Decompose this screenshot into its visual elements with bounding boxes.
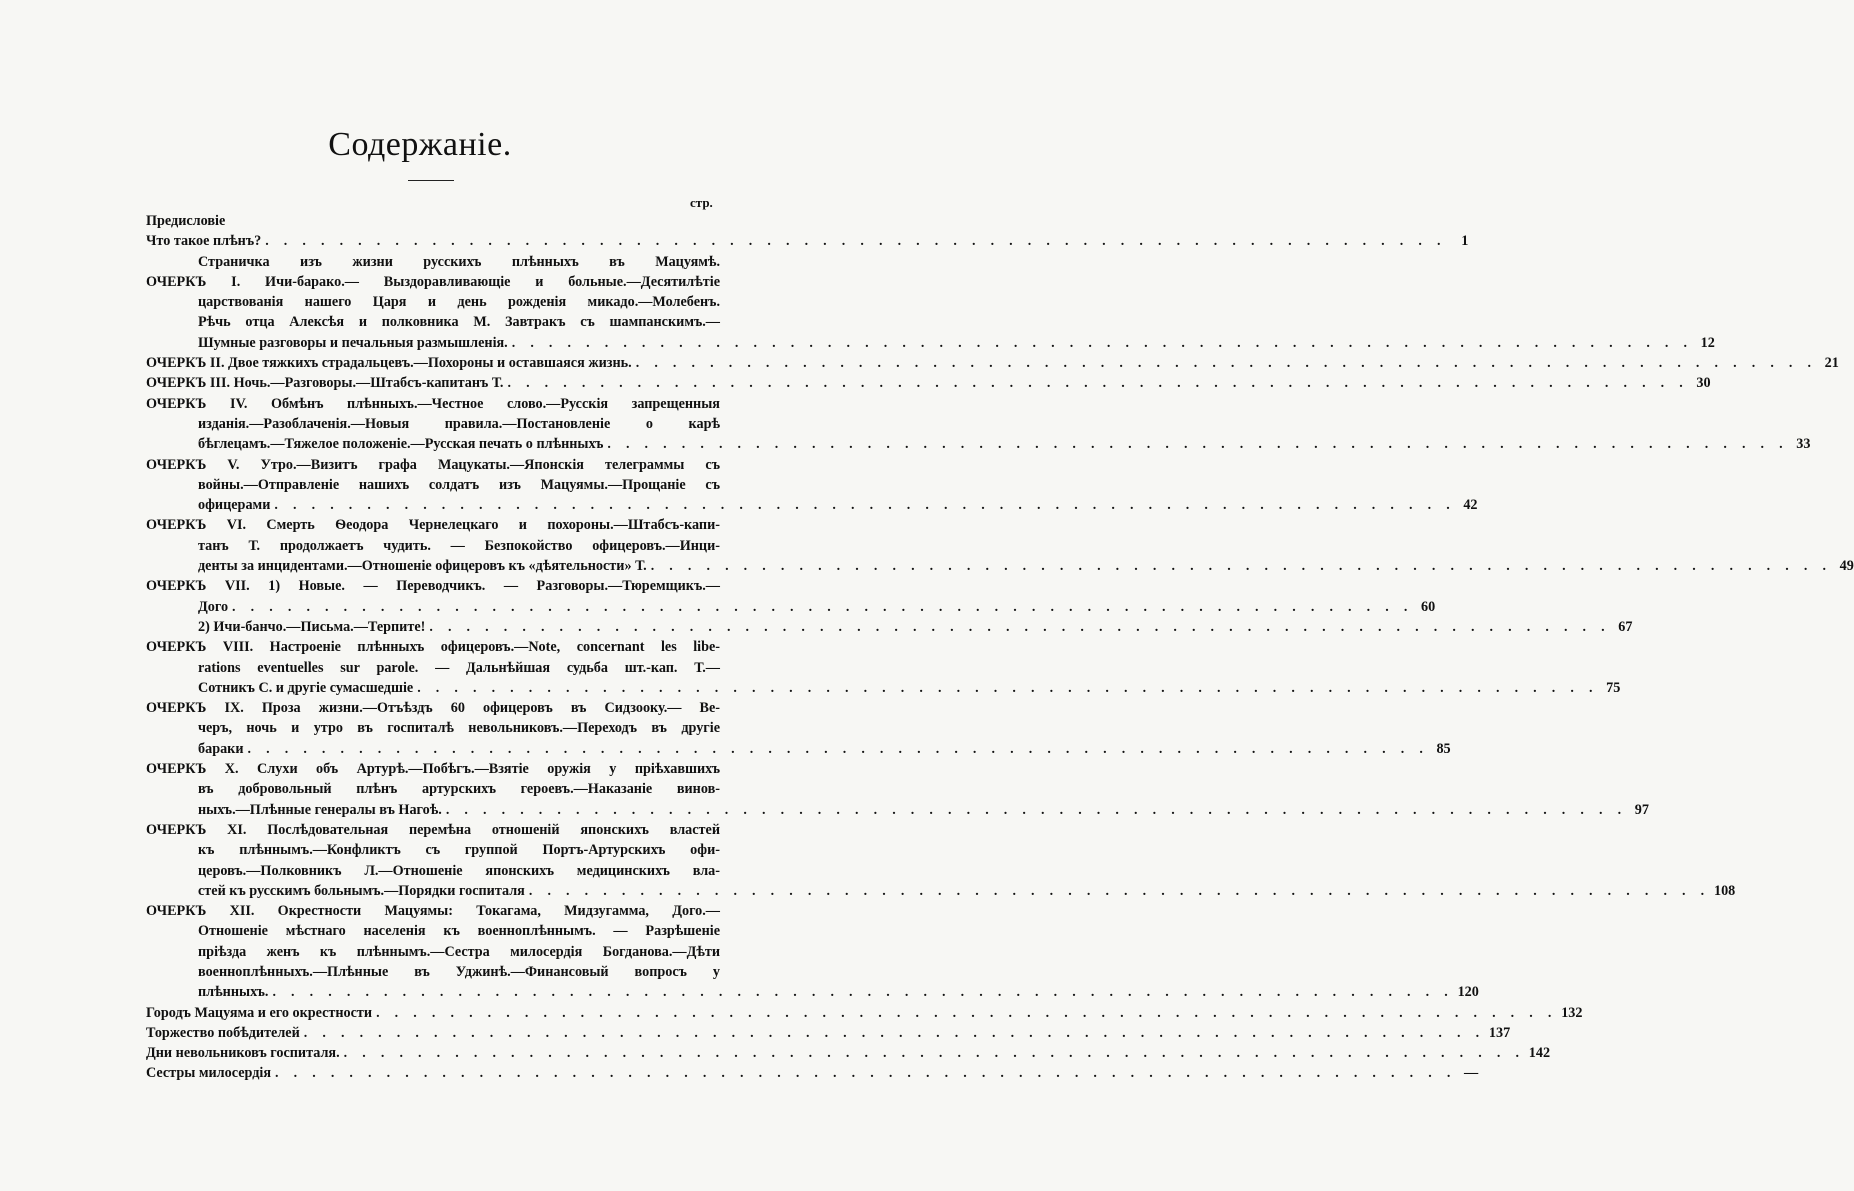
toc-entry-text: Шумные разговоры и печальныя размышленія. (198, 334, 508, 351)
toc-line (146, 536, 720, 556)
toc-entry-text: ОЧЕРКЪ VII. 1) Новые. — Переводчикъ. — Разговоры.—Тюремщикъ.— (146, 578, 720, 595)
toc-line (146, 901, 720, 921)
toc-page-number: 142 (1528, 1045, 1551, 1062)
toc-line (146, 414, 720, 434)
toc-entry-text: Предисловіе (146, 213, 226, 229)
dot-leader: . . . . . . . . . . . . . . . . . . . . . . . . . . . . . . . . . . . . . . . . . . . . . . . . . . . . . . . . . . . . . . . . (303, 1025, 1485, 1041)
toc-entry-text: ныхъ.—Плѣнные генералы въ Нагоѣ. (198, 801, 442, 818)
dot-leader: . . . . . . . . . . . . . . . . . . . . . . . . . . . . . . . . . . . . . . . . . . . . . . . . . . . . . . . . . . . . . . . . (445, 802, 1627, 818)
toc-page-number: 67 (1618, 618, 1633, 635)
toc-page-number: 12 (1700, 334, 1715, 351)
toc-entry-text: изданія.—Разоблаченія.—Новыя правила.—Постановленіе о карѣ (198, 415, 720, 432)
toc-page-number: 137 (1488, 1024, 1511, 1041)
toc-page-number: 30 (1696, 375, 1711, 392)
toc-page-number: 75 (1606, 679, 1621, 696)
toc-line (146, 475, 720, 495)
toc-line (146, 272, 720, 292)
toc-entry (146, 820, 1736, 901)
dot-leader: . . . . . . . . . . . . . . . . . . . . . . . . . . . . . . . . . . . . . . . . . . . . . . . . . . . . . . . . . . . . . . . . (417, 680, 1599, 696)
toc-line (146, 881, 1736, 901)
toc-entry-text: къ плѣннымъ.—Конфликтъ съ группой Портъ-Артурскихъ офи- (198, 842, 720, 859)
toc-entry-text: ОЧЕРКЪ XII. Окрестности Мацуямы: Токагама, Мидзугамма, Дого.— (146, 903, 720, 920)
dot-leader: . . . . . . . . . . . . . . . . . . . . . . . . . . . . . . . . . . . . . . . . . . . . . . . . . . . . . . . . . . . . . . . . (272, 985, 1454, 1001)
toc-entry (146, 1043, 1551, 1063)
toc-line (146, 495, 1478, 515)
toc-entry-text: ОЧЕРКЪ III. Ночь.—Разговоры.—Штабсъ-капитанъ Т. (146, 375, 504, 392)
toc-entry-text: Дого (198, 598, 229, 615)
toc-entry-text: войны.—Отправленіе нашихъ солдатъ изъ Мацуямы.—Прощаніе съ (198, 476, 720, 493)
toc-page-number: 108 (1713, 882, 1736, 899)
page-column-label: стр. (690, 195, 713, 210)
toc-entry-text: пріѣзда женъ къ плѣннымъ.—Сестра милосердія Богданова.—Дѣти (198, 943, 720, 960)
toc-entry-text: Что такое плѣнъ? (146, 233, 262, 250)
toc-entry-text: ОЧЕРКЪ VI. Смерть Ѳеодора Чернелецкаго и похороны.—Штабсъ-капи- (146, 517, 720, 534)
toc-line (146, 515, 720, 535)
toc-entry (146, 1023, 1511, 1043)
toc-entry-text: денты за инцидентами.—Отношеніе офицеровъ къ «дѣятельности» Т. (198, 558, 647, 575)
toc-entry (146, 353, 1839, 373)
toc-line (146, 231, 1469, 251)
toc-line (146, 394, 720, 414)
toc-entry (146, 759, 1649, 820)
dot-leader: . . . . . . . . . . . . . . . . . . . . . . . . . . . . . . . . . . . . . . . . . . . . . . . . . . . . . . . . . . . . . . . . (343, 1046, 1525, 1062)
toc-entry (146, 901, 1479, 1002)
toc-line (146, 1043, 1551, 1063)
toc-line (146, 292, 720, 312)
toc-line (146, 637, 720, 657)
toc-entry-text: ОЧЕРКЪ XI. Послѣдовательная перемѣна отношеній японскихъ властей (146, 821, 720, 838)
title-divider (408, 180, 454, 181)
dot-leader: . . . . . . . . . . . . . . . . . . . . . . . . . . . . . . . . . . . . . . . . . . . . . . . . . . . . . . . . . . . . . . . . (650, 559, 1832, 575)
toc-entry-text: бѣглецамъ.—Тяжелое положеніе.—Русская печать о плѣнныхъ (198, 436, 604, 453)
toc-line (146, 556, 1854, 576)
toc-line (146, 211, 720, 231)
dot-leader: . . . . . . . . . . . . . . . . . . . . . . . . . . . . . . . . . . . . . . . . . . . . . . . . . . . . . . . . . . . . . . . . (528, 883, 1710, 899)
toc-line (146, 617, 1633, 637)
toc-page-number: 120 (1457, 984, 1479, 1001)
toc-line (146, 861, 720, 881)
toc-line (146, 1003, 1583, 1023)
toc-entry-text: въ добровольный плѣнъ артурскихъ героевъ.—Наказаніе винов- (198, 781, 720, 798)
toc-entry-text: царствованія нашего Царя и день рожденія микадо.—Молебенъ. (198, 294, 720, 311)
toc-entry (146, 455, 1478, 516)
toc-entry-text: rations eventuelles sur parole. — Дальнѣйшая судьба шт.-кап. Т.— (198, 659, 720, 676)
dot-leader: . . . . . . . . . . . . . . . . . . . . . . . . . . . . . . . . . . . . . . . . . . . . . . . . . . . . . . . . . . . . . . . . (274, 498, 1456, 514)
dot-leader: . . . . . . . . . . . . . . . . . . . . . . . . . . . . . . . . . . . . . . . . . . . . . . . . . . . . . . . . . . . . . . . . (635, 356, 1817, 372)
toc-line (146, 434, 1811, 454)
toc-entry-text: ОЧЕРКЪ VIII. Настроеніе плѣнныхъ офицеровъ.—Note, concernant les libe- (146, 639, 720, 656)
toc-line (146, 353, 1839, 373)
toc-line (146, 1063, 1479, 1083)
toc-entry-text: церовъ.—Полковникъ Л.—Отношеніе японскихъ медицинскихъ вла- (198, 862, 720, 879)
toc-line (146, 779, 720, 799)
toc-entry-text: ОЧЕРКЪ II. Двое тяжкихъ страдальцевъ.—Похороны и оставшаяся жизнь. (146, 355, 632, 372)
toc-entry-text: офицерами (198, 497, 271, 514)
toc-line (146, 252, 720, 272)
toc-entry-text: Городъ Мацуяма и его окрестности (146, 1004, 373, 1021)
toc-entry-text: Страничка изъ жизни русскихъ плѣнныхъ въ Мацуямѣ. (198, 253, 720, 270)
toc-line (146, 1023, 1511, 1043)
toc-entry-text: бараки (198, 740, 244, 757)
toc-entry-text: танъ Т. продолжаетъ чудить. — Безпокойство офицеровъ.—Инци- (198, 537, 720, 554)
dot-leader: . . . . . . . . . . . . . . . . . . . . . . . . . . . . . . . . . . . . . . . . . . . . . . . . . . . . . . . . . . . . . . . . (511, 335, 1693, 351)
toc-page-number: 33 (1796, 436, 1811, 453)
toc-entry (146, 515, 1854, 576)
toc-entry (146, 637, 1621, 698)
dot-leader: . . . . . . . . . . . . . . . . . . . . . . . . . . . . . . . . . . . . . . . . . . . . . . . . . . . . . . . . . . . . . . . . (265, 234, 1447, 250)
dot-leader: . . . . . . . . . . . . . . . . . . . . . . . . . . . . . . . . . . . . . . . . . . . . . . . . . . . . . . . . . . . . . . . . (507, 376, 1689, 392)
dot-leader: . . . . . . . . . . . . . . . . . . . . . . . . . . . . . . . . . . . . . . . . . . . . . . . . . . . . . . . . . . . . . . . . (429, 619, 1611, 635)
toc-line (146, 739, 1451, 759)
toc-page-number: 60 (1420, 598, 1436, 615)
toc-line (146, 312, 720, 332)
page-title: Содержаніе. (328, 126, 512, 163)
toc-line (146, 962, 720, 982)
toc-line (146, 678, 1621, 698)
toc-entry-text: Отношеніе мѣстнаго населенія къ военноплѣннымъ. — Разрѣшеніе (198, 923, 720, 940)
toc-line (146, 982, 1479, 1002)
toc-line (146, 718, 720, 738)
toc-line (146, 597, 1436, 617)
toc-entry (146, 252, 720, 272)
toc-line (146, 921, 720, 941)
toc-line (146, 698, 720, 718)
toc-line (146, 800, 1649, 820)
dot-leader: . . . . . . . . . . . . . . . . . . . . . . . . . . . . . . . . . . . . . . . . . . . . . . . . . . . . . . . . . . . . . . . . (376, 1005, 1558, 1021)
toc-entry-text: Рѣчь отца Алексѣя и полковника М. Завтракъ съ шампанскимъ.— (198, 314, 720, 331)
toc-line (146, 942, 720, 962)
toc-page-number: 1 (1461, 233, 1469, 250)
toc-entry-text: ОЧЕРКЪ X. Слухи объ Артурѣ.—Побѣгъ.—Взятіе оружія у пріѣхавшихъ (146, 761, 720, 778)
dot-leader: . . . . . . . . . . . . . . . . . . . . . . . . . . . . . . . . . . . . . . . . . . . . . . . . . . . . . . . . . . . . . . . . (607, 437, 1789, 453)
toc-entry (146, 211, 720, 231)
dot-leader: . . . . . . . . . . . . . . . . . . . . . . . . . . . . . . . . . . . . . . . . . . . . . . . . . . . . . . . . . . . . . . . . (232, 599, 1414, 615)
toc-line (146, 373, 1711, 393)
toc-entry (146, 272, 1715, 353)
toc-page-number: 97 (1634, 801, 1649, 818)
toc-line (146, 658, 720, 678)
table-of-contents (146, 211, 1854, 1084)
dot-leader: . . . . . . . . . . . . . . . . . . . . . . . . . . . . . . . . . . . . . . . . . . . . . . . . . . . . . . . . . . . . . . . . (275, 1066, 1457, 1082)
toc-entry (146, 231, 1469, 251)
toc-entry (146, 698, 1451, 759)
toc-line (146, 820, 720, 840)
toc-entry-text: Торжество побѣдителей (146, 1024, 300, 1041)
toc-line (146, 840, 720, 860)
toc-page-number: 21 (1824, 355, 1839, 372)
toc-line (146, 333, 1715, 353)
toc-entry-text: ОЧЕРКЪ IV. Обмѣнъ плѣнныхъ.—Честное слово.—Русскія запрещенныя (146, 395, 720, 412)
toc-entry (146, 576, 1436, 617)
toc-entry-text: Сотникъ С. и другіе сумасшедшіе (198, 679, 414, 696)
toc-entry-text: Дни невольниковъ госпиталя. (146, 1045, 340, 1062)
toc-entry-text: 2) Ичи-банчо.—Письма.—Терпите! (198, 618, 426, 635)
toc-entry-text: ОЧЕРКЪ IX. Проза жизни.—Отъѣздъ 60 офицеровъ въ Сидзооку.— Ве- (146, 700, 720, 717)
toc-entry (146, 1063, 1479, 1083)
toc-entry (146, 617, 1633, 637)
toc-page-number: 85 (1436, 740, 1451, 757)
toc-entry (146, 394, 1811, 455)
toc-line (146, 455, 720, 475)
toc-entry (146, 1003, 1583, 1023)
toc-entry-text: плѣнныхъ. (198, 984, 269, 1001)
toc-page-number: 132 (1561, 1004, 1583, 1021)
toc-entry-text: ОЧЕРКЪ V. Утро.—Визитъ графа Мацукаты.—Японскія телеграммы съ (146, 456, 720, 473)
toc-entry-text: ОЧЕРКЪ I. Ичи-барако.— Выздоравливающіе и больные.—Десятилѣтіе (146, 273, 720, 290)
toc-entry-text: военноплѣнныхъ.—Плѣнные въ Уджинѣ.—Финансовый вопросъ у (198, 963, 720, 980)
toc-entry-text: Сестры милосердія (146, 1065, 272, 1082)
toc-page-number: — (1463, 1065, 1479, 1082)
toc-entry-text: стей къ русскимъ больнымъ.—Порядки госпиталя (198, 882, 525, 899)
toc-line (146, 759, 720, 779)
dot-leader: . . . . . . . . . . . . . . . . . . . . . . . . . . . . . . . . . . . . . . . . . . . . . . . . . . . . . . . . . . . . . . . . (247, 741, 1429, 757)
toc-entry (146, 373, 1711, 393)
toc-line (146, 576, 720, 596)
toc-page-number: 49 (1839, 558, 1854, 575)
toc-page-number: 42 (1463, 497, 1478, 514)
toc-entry-text: черъ, ночь и утро въ госпиталѣ невольниковъ.—Переходъ въ другіе (198, 720, 720, 737)
